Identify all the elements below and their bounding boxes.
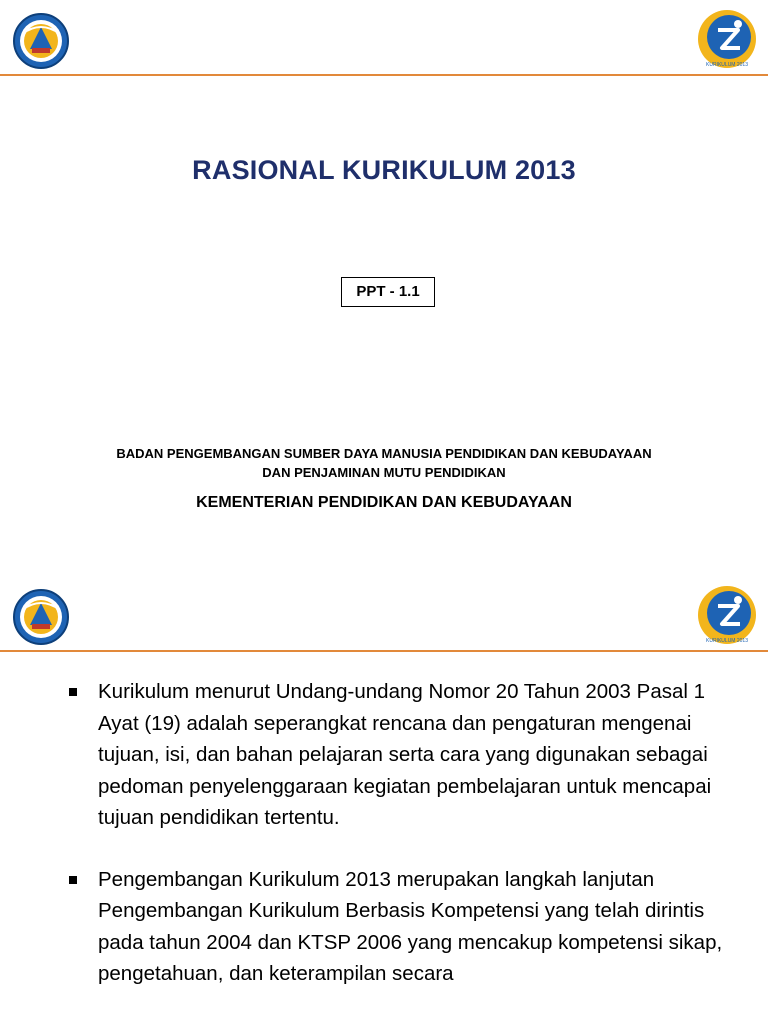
agency-line-2: DAN PENJAMINAN MUTU PENDIDIKAN (262, 465, 506, 480)
svg-text:KURIKULUM 2013: KURIKULUM 2013 (706, 62, 748, 68)
agency-line-1: BADAN PENGEMBANGAN SUMBER DAYA MANUSIA PENDIDIKAN DAN KEBUDAYAAN (116, 446, 652, 461)
svg-text:KURIKULUM 2013: KURIKULUM 2013 (706, 638, 748, 644)
header-divider (0, 650, 768, 652)
slide-code-box: PPT - 1.1 (341, 277, 435, 307)
agency-name (0, 444, 768, 482)
list-item (66, 864, 746, 990)
square-bullet-icon (69, 688, 77, 696)
bullet-text: Kurikulum menurut Undang-undang Nomor 20 Tahun 2003 Pasal 1 Ayat (19) adalah seperangkat rencana dan pengaturan mengenai tujuan, isi, dan bahan pelajaran serta cara yang digunakan sebagai pedoman penyelenggaraan kegiatan pembelajaran untuk mencapai tujuan pendidikan tertentu. (98, 680, 712, 829)
ministry-emblem-icon (12, 588, 70, 646)
ministry-emblem-icon (12, 12, 70, 70)
kurikulum-2013-logo-icon (696, 8, 758, 70)
list-item (66, 676, 746, 834)
ministry-name: KEMENTERIAN PENDIDIKAN DAN KEBUDAYAAN (196, 494, 572, 511)
bullet-list (66, 676, 746, 1020)
header-divider (0, 74, 768, 76)
content-slide (0, 576, 768, 1024)
square-bullet-icon (69, 876, 77, 884)
bullet-text: Pengembangan Kurikulum 2013 merupakan langkah lanjutan Pengembangan Kurikulum Berbasis Kompetensi yang telah dirintis pada tahun 2004 dan KTSP 2006 yang mencakup kompetensi sikap, pengetahuan, dan keterampilan secara (98, 867, 723, 985)
slide-title: RASIONAL KURIKULUM 2013 (192, 155, 576, 185)
kurikulum-2013-logo-icon (696, 584, 758, 646)
